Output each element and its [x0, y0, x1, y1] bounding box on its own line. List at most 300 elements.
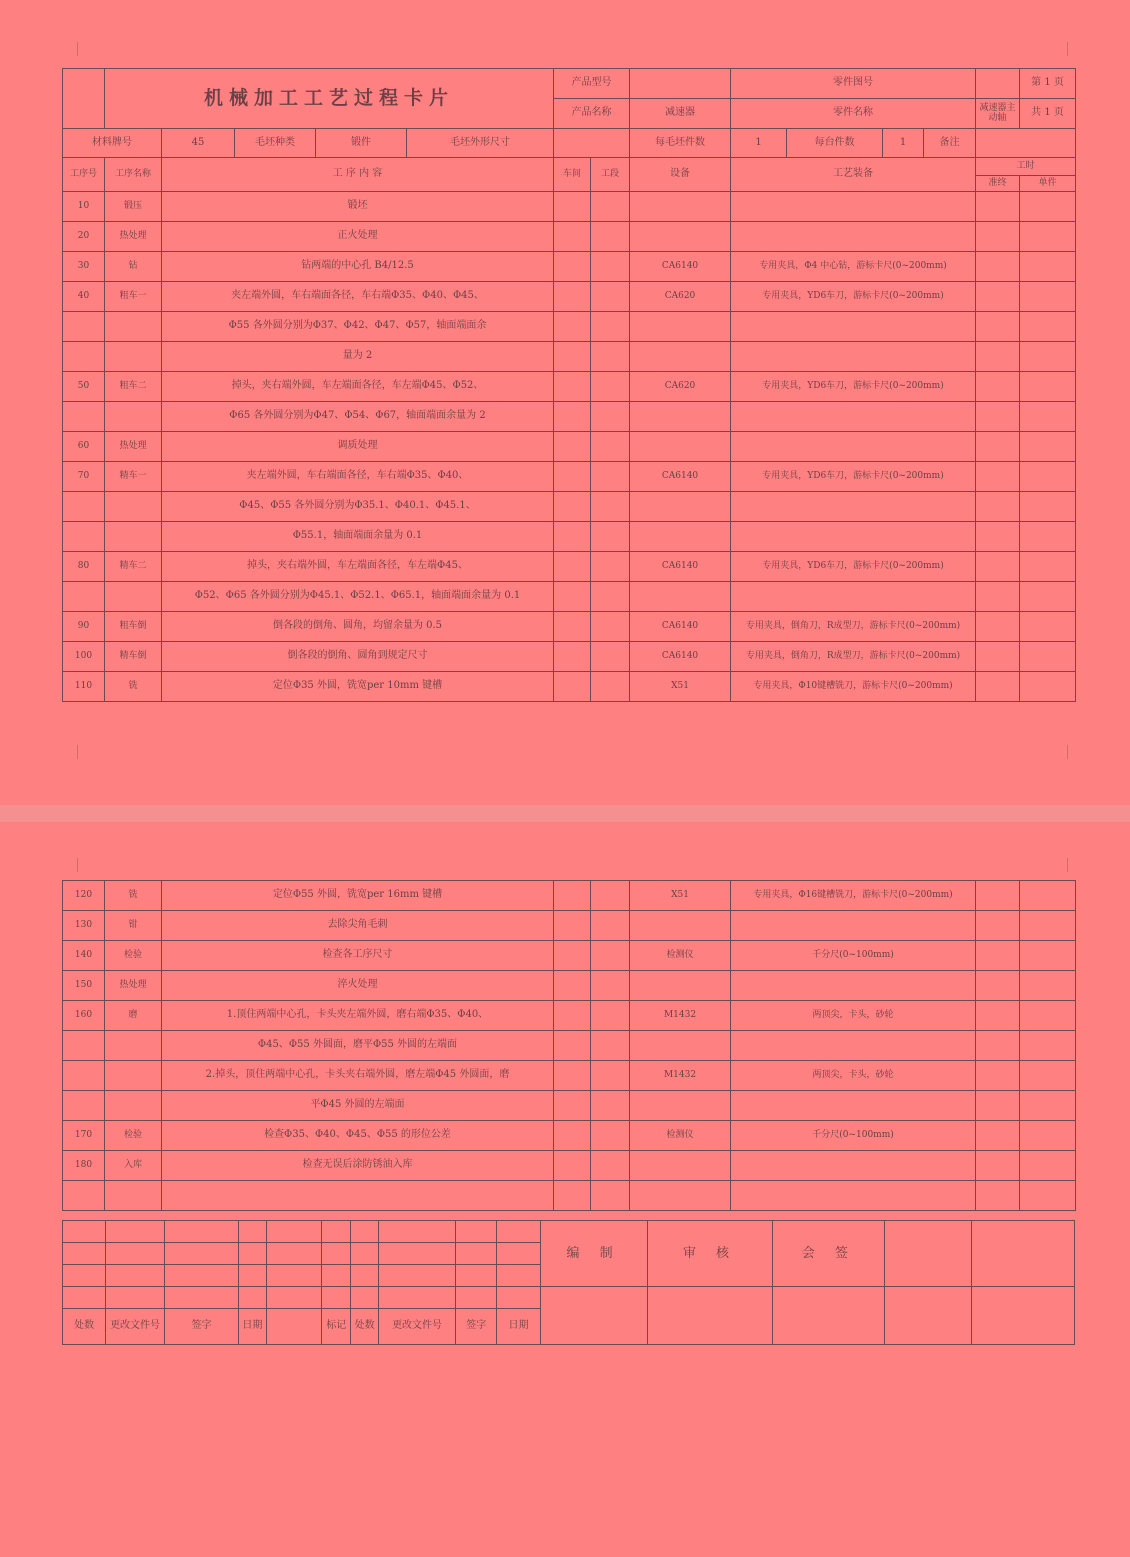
prep-time-cell: [976, 222, 1020, 252]
prep-time-cell: [976, 1031, 1020, 1061]
change-log-cell: [106, 1221, 165, 1243]
table-row: [63, 881, 1076, 911]
workshop-cell: [554, 372, 591, 402]
workshop-cell: [554, 672, 591, 702]
op-tooling: [731, 312, 976, 342]
unit-time-cell: [1020, 522, 1076, 552]
part-drawing-no-label: 零件图号: [731, 69, 976, 99]
unit-time-cell: [1020, 1151, 1076, 1181]
workshop-cell: [554, 642, 591, 672]
change-log-cell: [378, 1221, 455, 1243]
op-equipment: [630, 1091, 731, 1121]
op-content: 调质处理: [162, 432, 554, 462]
table-row: [63, 911, 1076, 941]
prep-time-cell: [976, 432, 1020, 462]
op-tooling: 两顶尖，卡头，砂轮: [731, 1001, 976, 1031]
change-log-cell: [456, 1265, 497, 1287]
op-equipment: CA6140: [630, 612, 731, 642]
op-name: [105, 522, 162, 552]
op-content: 倒各段的倒角、圆角到规定尺寸: [162, 642, 554, 672]
table-row: [63, 492, 1076, 522]
unit-time-cell: [1020, 672, 1076, 702]
blank-type-value: 锻件: [316, 129, 407, 157]
prep-time-cell: [976, 372, 1020, 402]
section-cell: [591, 312, 630, 342]
col-equipment: 设备: [630, 158, 731, 192]
change-log-cell: [63, 1265, 106, 1287]
workshop-cell: [554, 342, 591, 372]
op-tooling: [731, 1181, 976, 1211]
workshop-cell: [554, 1031, 591, 1061]
change-log-cell: [106, 1287, 165, 1309]
unit-time-cell: [1020, 1061, 1076, 1091]
op-content: 正火处理: [162, 222, 554, 252]
section-cell: [591, 372, 630, 402]
change-log-cell: [106, 1265, 165, 1287]
col-content: 工 序 内 容: [162, 158, 554, 192]
section-cell: [591, 462, 630, 492]
op-equipment: [630, 1031, 731, 1061]
material-group: [162, 129, 554, 158]
op-equipment: [630, 582, 731, 612]
workshop-cell: [554, 462, 591, 492]
op-no: [63, 522, 105, 552]
change-log-cell: [239, 1221, 267, 1243]
section-cell: [591, 672, 630, 702]
prep-time-cell: [976, 1091, 1020, 1121]
col-op-name: 工序名称: [105, 158, 162, 192]
op-tooling: 专用夹具，Φ16键槽铣刀，游标卡尺(0~200mm): [731, 881, 976, 911]
section-cell: [591, 492, 630, 522]
workshop-cell: [554, 1061, 591, 1091]
op-content: 掉头，夹右端外圆，车左端面各径，车左端Φ45、Φ52、: [162, 372, 554, 402]
crop-mark: [77, 42, 78, 56]
unit-time-cell: [1020, 192, 1076, 222]
section-cell: [591, 1061, 630, 1091]
op-content: 检查无误后涂防锈油入库: [162, 1151, 554, 1181]
op-name: 热处理: [105, 971, 162, 1001]
unit-time-cell: [1020, 222, 1076, 252]
mark-label: 标记: [322, 1309, 351, 1345]
change-log-cell: [106, 1243, 165, 1265]
prep-time-cell: [976, 192, 1020, 222]
op-equipment: [630, 522, 731, 552]
table-row: [63, 462, 1076, 492]
signature-label: 签字: [164, 1309, 238, 1345]
op-content: 平Φ45 外圆的左端面: [162, 1091, 554, 1121]
op-equipment: CA6140: [630, 252, 731, 282]
table-row: [63, 642, 1076, 672]
unit-time-cell: [1020, 252, 1076, 282]
crop-mark: [77, 858, 78, 872]
op-tooling: 专用夹具，Φ4 中心钻，游标卡尺(0~200mm): [731, 252, 976, 282]
op-name: 检验: [105, 941, 162, 971]
op-name: [105, 1091, 162, 1121]
change-log-cell: [456, 1221, 497, 1243]
workshop-cell: [554, 941, 591, 971]
op-content: 夹左端外圆，车右端面各径，车右端Φ35、Φ40、: [162, 462, 554, 492]
op-tooling: [731, 342, 976, 372]
op-name: 粗车倒: [105, 612, 162, 642]
table-row: [63, 1031, 1076, 1061]
table-row: [63, 1001, 1076, 1031]
change-log-cell: [497, 1243, 540, 1265]
unit-time-cell: [1020, 552, 1076, 582]
table-row: [63, 1091, 1076, 1121]
blank-cell: [885, 1221, 971, 1287]
table-row: [63, 672, 1076, 702]
section-cell: [591, 522, 630, 552]
change-log-cell: [378, 1243, 455, 1265]
op-name: [105, 1031, 162, 1061]
op-tooling: [731, 1031, 976, 1061]
change-log-cell: [239, 1287, 267, 1309]
op-no: [63, 1091, 105, 1121]
op-tooling: [731, 492, 976, 522]
section-cell: [591, 282, 630, 312]
prep-time-cell: [976, 282, 1020, 312]
op-tooling: [731, 522, 976, 552]
table-row: [63, 402, 1076, 432]
table-row: [63, 971, 1076, 1001]
op-content: 定位Φ55 外圆，铣宽per 16mm 键槽: [162, 881, 554, 911]
section-cell: [591, 612, 630, 642]
op-no: 10: [63, 192, 105, 222]
col-prep-time: 准终: [976, 176, 1020, 192]
table-row: [63, 192, 1076, 222]
op-name: 磨: [105, 1001, 162, 1031]
workshop-cell: [554, 312, 591, 342]
op-equipment: X51: [630, 672, 731, 702]
change-log-cell: [497, 1221, 540, 1243]
workshop-cell: [554, 252, 591, 282]
op-tooling: [731, 402, 976, 432]
unit-time-cell: [1020, 432, 1076, 462]
section-cell: [591, 642, 630, 672]
op-no: 80: [63, 552, 105, 582]
op-name: [105, 312, 162, 342]
section-cell: [591, 971, 630, 1001]
section-cell: [591, 1091, 630, 1121]
prep-time-cell: [976, 252, 1020, 282]
change-log-cell: [351, 1243, 379, 1265]
unit-time-cell: [1020, 312, 1076, 342]
unit-time-cell: [1020, 1031, 1076, 1061]
unit-time-cell: [1020, 402, 1076, 432]
workshop-cell: [554, 1091, 591, 1121]
unit-time-cell: [1020, 342, 1076, 372]
workshop-cell: [554, 1181, 591, 1211]
op-no: 150: [63, 971, 105, 1001]
op-content: 量为 2: [162, 342, 554, 372]
product-name-value: 减速器: [630, 99, 731, 129]
change-log-cell: [351, 1287, 379, 1309]
unit-time-cell: [1020, 372, 1076, 402]
change-log-cell: [164, 1243, 238, 1265]
prep-time-cell: [976, 522, 1020, 552]
op-equipment: [630, 971, 731, 1001]
process-count-label-2: 处数: [351, 1309, 379, 1345]
crop-mark: [1067, 858, 1068, 872]
op-name: 精车一: [105, 462, 162, 492]
change-log-cell: [322, 1221, 351, 1243]
material-grade-value: 45: [162, 129, 235, 157]
process-card-table-continued: [62, 880, 1076, 1211]
change-log-cell: [266, 1265, 322, 1287]
op-equipment: 检测仪: [630, 1121, 731, 1151]
op-equipment: [630, 342, 731, 372]
op-name: 热处理: [105, 222, 162, 252]
signature-label-2: 签字: [456, 1309, 497, 1345]
op-no: [63, 492, 105, 522]
change-log-cell: [497, 1287, 540, 1309]
part-name-value: 减速器主动轴: [976, 99, 1020, 129]
op-tooling: [731, 222, 976, 252]
op-equipment: CA6140: [630, 642, 731, 672]
op-content: [162, 1181, 554, 1211]
op-no: 160: [63, 1001, 105, 1031]
op-tooling: 专用夹具，倒角刀，R成型刀，游标卡尺(0~200mm): [731, 612, 976, 642]
table-row: [63, 282, 1076, 312]
op-equipment: CA620: [630, 282, 731, 312]
op-no: 40: [63, 282, 105, 312]
op-content: 2.掉头，顶住两端中心孔，卡头夹右端外圆，磨左端Φ45 外圆面，磨: [162, 1061, 554, 1091]
prep-time-cell: [976, 492, 1020, 522]
op-content: Φ65 各外圆分别为Φ47、Φ54、Φ67，轴面端面余量为 2: [162, 402, 554, 432]
workshop-cell: [554, 492, 591, 522]
op-content: 掉头，夹右端外圆，车左端面各径，车左端Φ45、: [162, 552, 554, 582]
section-cell: [591, 1031, 630, 1061]
pieces-per-unit-label: 每台件数: [787, 129, 883, 157]
change-log-cell: [164, 1265, 238, 1287]
op-no: 110: [63, 672, 105, 702]
op-equipment: [630, 1181, 731, 1211]
blank-type-label: 毛坯种类: [235, 129, 316, 157]
crop-mark: [1067, 745, 1068, 759]
op-tooling: 两顶尖，卡头，砂轮: [731, 1061, 976, 1091]
op-no: [63, 1031, 105, 1061]
card-title: 机械加工工艺过程卡片: [105, 69, 554, 129]
product-name-label: 产品名称: [554, 99, 630, 129]
section-cell: [591, 1181, 630, 1211]
blank-size-label: 毛坯外形尺寸: [450, 137, 510, 148]
workshop-cell: [554, 1001, 591, 1031]
op-content: 检查Φ35、Φ40、Φ45、Φ55 的形位公差: [162, 1121, 554, 1151]
pieces-per-unit-value: 1: [883, 129, 924, 157]
change-log-cell: [63, 1221, 106, 1243]
change-doc-no-label: 更改文件号: [106, 1309, 165, 1345]
table-row: [63, 372, 1076, 402]
workshop-cell: [554, 402, 591, 432]
unit-time-cell: [1020, 1091, 1076, 1121]
op-content: 钻两端的中心孔 B4/12.5: [162, 252, 554, 282]
change-log-cell: [322, 1265, 351, 1287]
prep-time-cell: [976, 881, 1020, 911]
change-log-cell: [456, 1287, 497, 1309]
col-section: 工段: [591, 158, 630, 192]
blank-cell: [266, 1309, 322, 1345]
op-no: [63, 402, 105, 432]
section-cell: [591, 1151, 630, 1181]
unit-time-cell: [1020, 612, 1076, 642]
op-no: [63, 342, 105, 372]
material-grade-label: 材料牌号: [63, 129, 162, 158]
op-name: 精车二: [105, 552, 162, 582]
date-label: 日期: [239, 1309, 267, 1345]
op-no: 120: [63, 881, 105, 911]
op-content: 锻坯: [162, 192, 554, 222]
remarks-label: 备注: [939, 137, 960, 148]
change-log-cell: [351, 1265, 379, 1287]
op-content: 定位Φ35 外圆，铣宽per 10mm 键槽: [162, 672, 554, 702]
pieces-per-blank-value: 1: [731, 129, 787, 157]
prep-time-cell: [976, 552, 1020, 582]
op-no: 130: [63, 911, 105, 941]
change-log-cell: [239, 1243, 267, 1265]
op-equipment: [630, 432, 731, 462]
unit-time-cell: [1020, 642, 1076, 672]
op-content: Φ45、Φ55 外圆面，磨平Φ55 外圆的左端面: [162, 1031, 554, 1061]
change-log-cell: [164, 1287, 238, 1309]
pieces-group: [731, 129, 976, 158]
countersign-sign: [773, 1287, 885, 1345]
table-row: [63, 252, 1076, 282]
op-no: 20: [63, 222, 105, 252]
workshop-cell: [554, 222, 591, 252]
op-name: 热处理: [105, 432, 162, 462]
section-cell: [591, 342, 630, 372]
workshop-cell: [554, 971, 591, 1001]
blank-cell: [63, 69, 105, 129]
op-no: 170: [63, 1121, 105, 1151]
op-equipment: [630, 402, 731, 432]
page-gap: [0, 805, 1130, 822]
crop-mark: [1067, 42, 1068, 56]
op-no: 30: [63, 252, 105, 282]
op-equipment: M1432: [630, 1061, 731, 1091]
table-row: [63, 941, 1076, 971]
op-no: 90: [63, 612, 105, 642]
prep-time-cell: [976, 1061, 1020, 1091]
op-name: 精车倒: [105, 642, 162, 672]
prep-time-cell: [976, 1181, 1020, 1211]
op-content: 倒各段的倒角、圆角，均留余量为 0.5: [162, 612, 554, 642]
op-name: 粗车二: [105, 372, 162, 402]
op-tooling: 专用夹具，YD6车刀，游标卡尺(0~200mm): [731, 552, 976, 582]
op-tooling: 专用夹具，YD6车刀，游标卡尺(0~200mm): [731, 372, 976, 402]
op-no: 60: [63, 432, 105, 462]
op-name: [105, 582, 162, 612]
product-model-label: 产品型号: [554, 69, 630, 99]
document-page-2: [0, 822, 1130, 1557]
workshop-cell: [554, 432, 591, 462]
op-name: [105, 402, 162, 432]
op-name: [105, 1181, 162, 1211]
prep-time-cell: [976, 312, 1020, 342]
blank-cell: [971, 1221, 1074, 1287]
table-row: [63, 582, 1076, 612]
op-tooling: [731, 911, 976, 941]
crop-mark: [77, 745, 78, 759]
change-log-cell: [239, 1265, 267, 1287]
section-cell: [591, 252, 630, 282]
workshop-cell: [554, 1121, 591, 1151]
table-row: [63, 432, 1076, 462]
table-row: [63, 552, 1076, 582]
workshop-cell: [554, 552, 591, 582]
blank-cell: [885, 1287, 971, 1345]
change-log-cell: [266, 1221, 322, 1243]
unit-time-cell: [1020, 941, 1076, 971]
table-row: [63, 522, 1076, 552]
reviewed-label: 审 核: [647, 1221, 773, 1287]
prep-time-cell: [976, 1121, 1020, 1151]
unit-time-cell: [1020, 881, 1076, 911]
blank-size-value: [554, 129, 630, 158]
workshop-cell: [554, 582, 591, 612]
change-log-cell: [322, 1287, 351, 1309]
unit-time-cell: [1020, 282, 1076, 312]
section-cell: [591, 432, 630, 462]
prep-time-cell: [976, 642, 1020, 672]
op-content: 淬火处理: [162, 971, 554, 1001]
op-name: 检验: [105, 1121, 162, 1151]
op-tooling: [731, 582, 976, 612]
op-no: [63, 1181, 105, 1211]
unit-time-cell: [1020, 492, 1076, 522]
prep-time-cell: [976, 911, 1020, 941]
remarks-value: [976, 129, 1076, 158]
op-tooling: [731, 971, 976, 1001]
change-log-cell: [266, 1287, 322, 1309]
prep-time-cell: [976, 582, 1020, 612]
table-row: [63, 1061, 1076, 1091]
prep-time-cell: [976, 672, 1020, 702]
op-equipment: CA620: [630, 372, 731, 402]
section-cell: [591, 1001, 630, 1031]
table-row: [63, 312, 1076, 342]
col-man-hours: 工时: [976, 158, 1076, 176]
process-count-label: 处数: [63, 1309, 106, 1345]
op-content: Φ55 各外圆分别为Φ37、Φ42、Φ47、Φ57，轴面端面余: [162, 312, 554, 342]
unit-time-cell: [1020, 1181, 1076, 1211]
section-cell: [591, 941, 630, 971]
op-tooling: [731, 432, 976, 462]
op-no: [63, 582, 105, 612]
op-equipment: [630, 222, 731, 252]
change-log-cell: [351, 1221, 379, 1243]
pieces-per-blank-label: 每毛坯件数: [630, 129, 731, 158]
op-equipment: [630, 192, 731, 222]
countersign-label: 会 签: [773, 1221, 885, 1287]
change-doc-no-label-2: 更改文件号: [378, 1309, 455, 1345]
prep-time-cell: [976, 941, 1020, 971]
section-cell: [591, 881, 630, 911]
op-no: [63, 312, 105, 342]
change-log-cell: [322, 1243, 351, 1265]
op-equipment: 检测仪: [630, 941, 731, 971]
workshop-cell: [554, 1151, 591, 1181]
op-equipment: M1432: [630, 1001, 731, 1031]
workshop-cell: [554, 522, 591, 552]
blank-cell: [971, 1287, 1074, 1345]
workshop-cell: [554, 192, 591, 222]
change-log-cell: [63, 1243, 106, 1265]
col-workshop: 车间: [554, 158, 591, 192]
op-name: 铣: [105, 881, 162, 911]
workshop-cell: [554, 282, 591, 312]
change-log-cell: [378, 1287, 455, 1309]
